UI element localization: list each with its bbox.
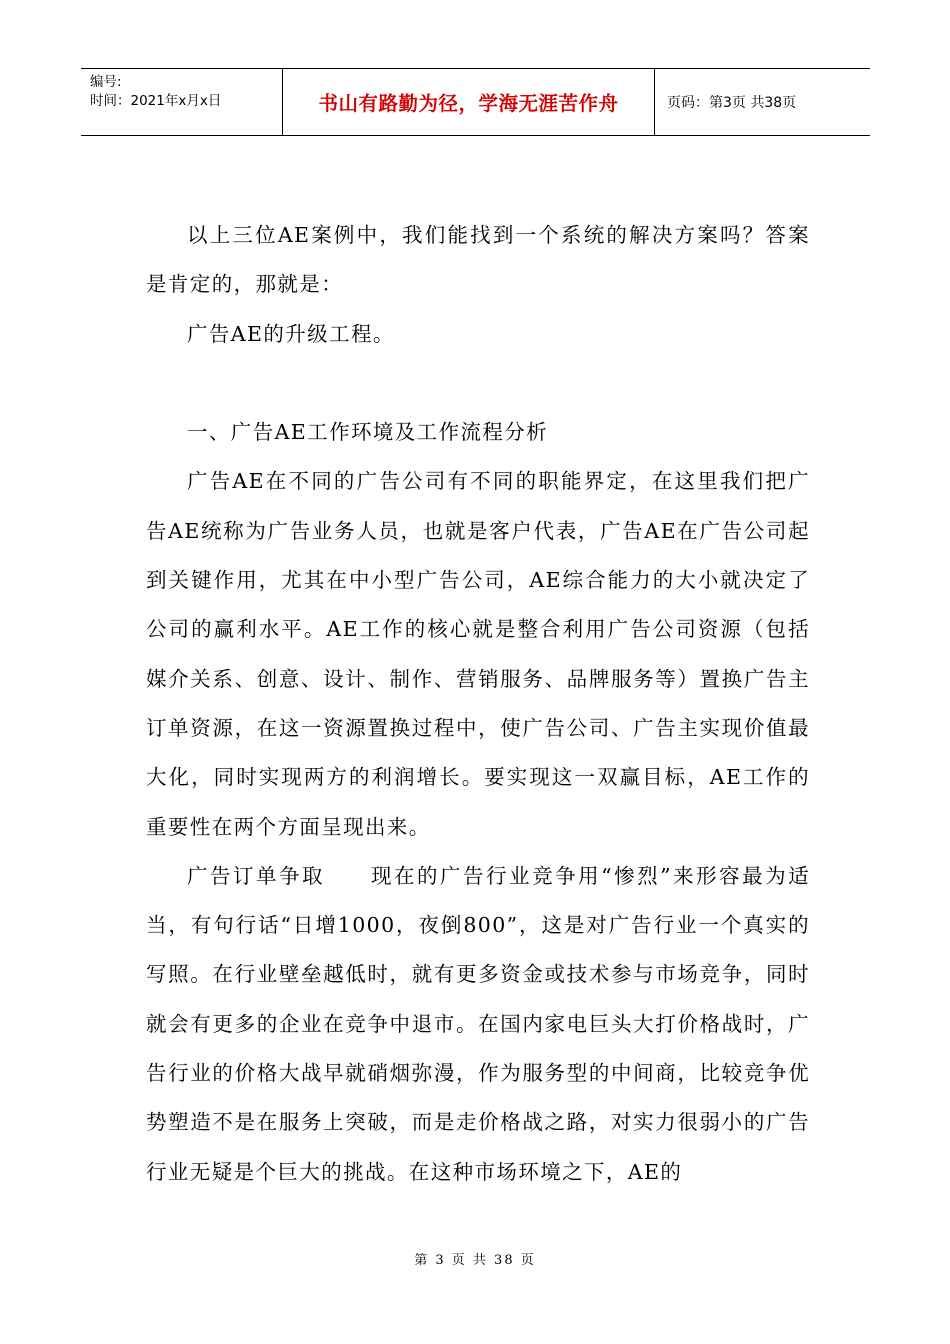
paragraph-ae-role: 广告AE在不同的广告公司有不同的职能界定，在这里我们把广告AE统称为广告业务人员，也就是客户代表，广告AE在广告公司起到关键作用，尤其在中小型广告公司，AE综合能力的大小就决定了公司的赢利水平。AE工作的核心就是整合利用广告公司资源（包括媒介关系、创意、设计、制作、营销服务、品牌服务等）置换广告主订单资源，在这一资源置换过程中，使广告公司、广告主实现价值最大化，同时实现两方的利润增长。要实现这一双赢目标，AE工作的重要性在两个方面呈现出来。 <box>146 469 810 839</box>
header-meta-cell <box>81 69 283 135</box>
body-text <box>146 211 810 1197</box>
paragraph-answer: 广告AE的升级工程。 <box>187 321 395 346</box>
paragraph-intro: 以上三位AE案例中，我们能找到一个系统的解决方案吗？答案是肯定的，那就是： <box>146 223 810 297</box>
blank-line <box>146 359 810 408</box>
date-label: 时间：2021年x月x日 <box>90 93 222 109</box>
page-footer: 第 3 页 共 38 页 <box>414 1253 536 1268</box>
header-motto: 书山有路勤为径，学海无涯苦作舟 <box>283 69 655 135</box>
section-heading: 一、广告AE工作环境及工作流程分析 <box>187 420 549 445</box>
header-page-info: 页码：第3页 共38页 <box>667 95 797 111</box>
document-header <box>81 68 870 136</box>
paragraph-order-competition: 广告订单争取 现在的广告行业竞争用“惨烈”来形容最为适当，有句行话“日增1000，夜倒800”，这是对广告行业一个真实的写照。在行业壁垒越低时，就有更多资金或技术参与市场竞争，同时就会有更多的企业在竞争中退市。在国内家电巨头大打价格战时，广告行业的价格大战早就硝烟弥漫，作为服务型的中间商，比较竞争优势塑造不是在服务上突破，而是走价格战之路，对实力很弱小的广告行业无疑是个巨大的挑战。在这种市场环境之下，AE的 <box>146 863 810 1184</box>
number-label: 编号: <box>90 74 122 90</box>
